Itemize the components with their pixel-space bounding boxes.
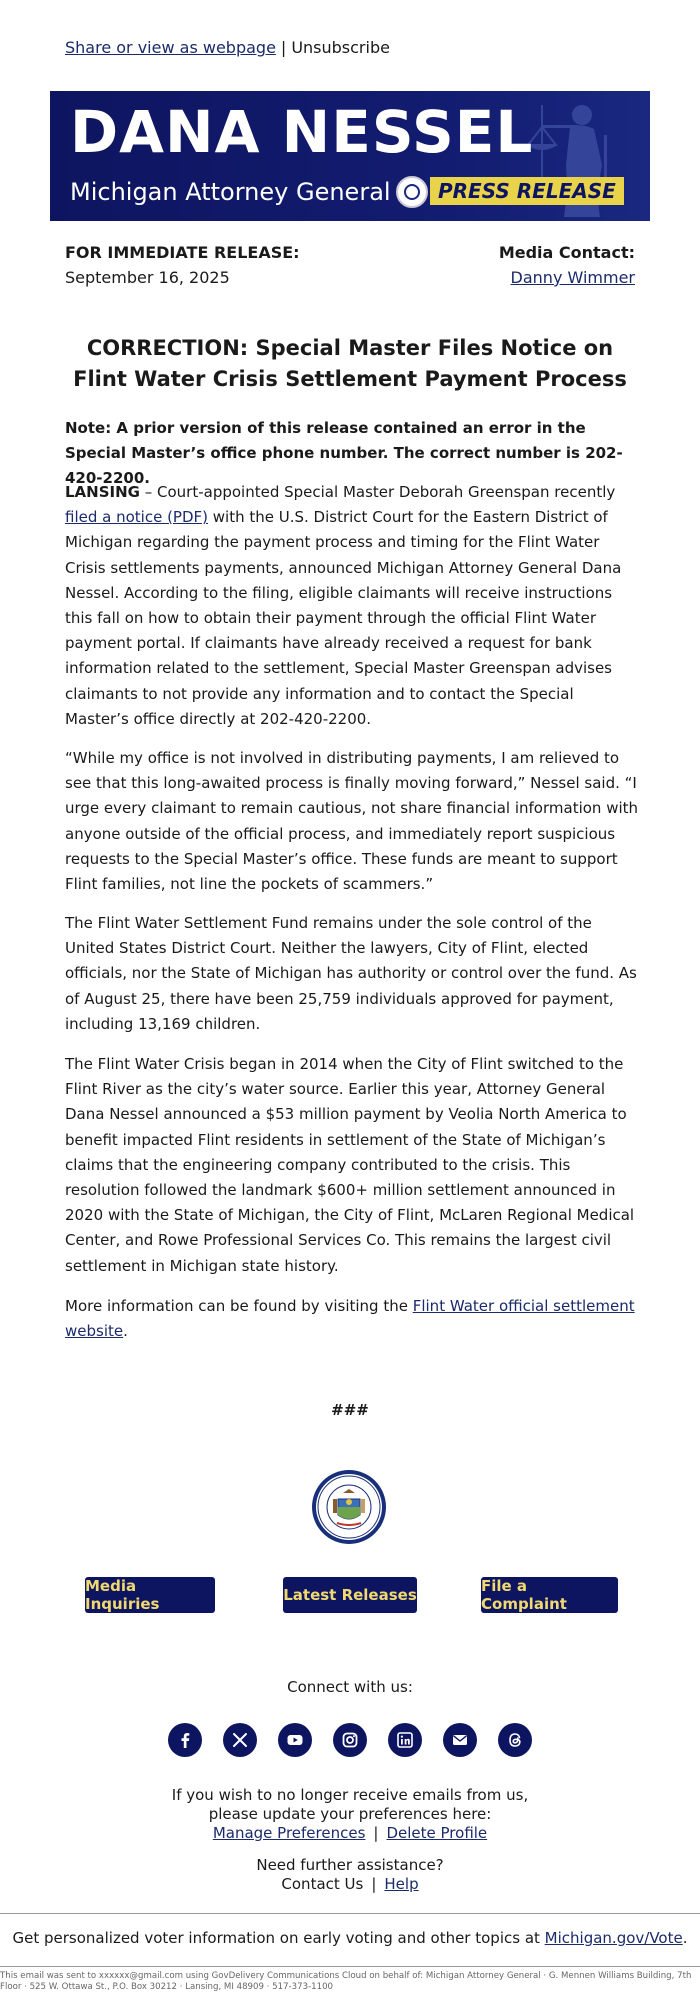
state-seal-icon: [311, 1469, 387, 1545]
body-paragraph-1: [65, 480, 640, 732]
assistance-block: [0, 1856, 700, 1894]
instagram-icon[interactable]: [333, 1723, 367, 1757]
prefs-line-2: please update your preferences here:: [208, 1805, 492, 1823]
body-text: .: [123, 1322, 128, 1341]
threads-icon[interactable]: [498, 1723, 532, 1757]
body-paragraph-4: The Flint Water Crisis began in 2014 when the City of Flint switched to the Flint River as the city’s water source. Earlier this year, Attorney General Dana Nessel announced a $53 million payment by Veolia North America to benefit impacted Flint residents in settlement of the State of Michigan’s claims that the engineering company contributed to the crisis. This resolution followed the landmark $600+ million settlement announced in 2020 with the State of Michigan, the City of Flint, McLaren Regional Medical Center, and Rowe Professional Services Co. This remains the largest civil settlement in Michigan state history.: [65, 1055, 635, 1275]
body-text: More information can be found by visiting the: [65, 1297, 413, 1315]
end-mark: ###: [331, 1401, 369, 1419]
facebook-icon[interactable]: [168, 1723, 202, 1757]
x-icon[interactable]: [223, 1723, 257, 1757]
michigan-vote-link[interactable]: Michigan.gov/Vote: [544, 1929, 683, 1947]
file-complaint-button[interactable]: File a Complaint: [481, 1577, 618, 1613]
correction-note: Note: A prior version of this release contained an error in the Special Master’s office phone number. The correct number is 202-420-2200.: [65, 419, 623, 487]
prefs-line-1: If you wish to no longer receive emails from us,: [171, 1786, 529, 1804]
help-link[interactable]: Help: [384, 1875, 419, 1893]
footer-divider: [0, 1966, 700, 1967]
press-release-badge: PRESS RELEASE: [430, 177, 624, 205]
body-paragraph-3: The Flint Water Settlement Fund remains under the sole control of the United States District Court. Neither the lawyers, City of Flint, elected officials, nor the State of Michigan has authority or control over the fund. As of August 25, there have been 25,759 individuals approved for payment, including 13,169 children.: [65, 914, 637, 1033]
top-links: [65, 38, 390, 57]
page-title: CORRECTION: Special Master Files Notice on Flint Water Crisis Settlement Payment Process: [73, 336, 627, 391]
voter-text: Get personalized voter information on early voting and other topics at: [12, 1929, 545, 1947]
header-banner: [50, 91, 650, 221]
connect-heading: Connect with us:: [287, 1678, 413, 1696]
body-text: with the U.S. District Court for the Eastern District of Michigan regarding the payment process and timing for the Flint Water Crisis settlements payments, announced Michigan Attorney General Dana Nessel. According to the filing, eligible claimants will receive instructions this fall on how to obtain their payment through the official Flint Water payment portal. If claimants have already received a request for bank information related to the settlement, Special Master Greenspan advises claimants to not provide any information and to contact the Special Master’s office directly at 202-420-2200.: [65, 508, 622, 728]
banner-name: DANA NESSEL: [70, 98, 534, 166]
dateline: LANSING: [65, 483, 140, 501]
body-paragraph-5: [65, 1294, 640, 1344]
share-link[interactable]: Share or view as webpage: [65, 38, 276, 57]
youtube-icon[interactable]: [278, 1723, 312, 1757]
settlement-website-link[interactable]: Flint Water official settlement website: [65, 1297, 635, 1341]
release-label: FOR IMMEDIATE RELEASE:: [65, 243, 300, 262]
media-contact: [499, 240, 635, 290]
delete-profile-link[interactable]: Delete Profile: [386, 1824, 488, 1842]
body-paragraph-2: “While my office is not involved in distributing payments, I am relieved to see that this long-awaited process is finally moving forward,” Nessel said. “I urge every claimant to remain cautious, not share financial information with anyone outside of the official process, and immediately report suspicious requests to the Special Master’s office. These funds are meant to support Flint families, not line the pockets of scammers.”: [65, 749, 639, 894]
voter-end: .: [682, 1929, 688, 1947]
contact-us-link[interactable]: Contact Us: [281, 1875, 364, 1893]
media-contact-link[interactable]: Danny Wimmer: [510, 268, 635, 287]
manage-preferences-link[interactable]: Manage Preferences: [212, 1824, 366, 1842]
media-inquiries-button[interactable]: Media Inquiries: [85, 1577, 215, 1613]
ag-seal-icon: [396, 176, 428, 208]
unsubscribe-link[interactable]: Unsubscribe: [291, 38, 390, 57]
release-info: [65, 240, 300, 290]
email-fineprint: This email was sent to xxxxxx@gmail.com using GovDelivery Communications Cloud on behalf of: Michigan Attorney General · G. Mennen Williams Building, 7th Floor · 525 W. Ottawa St., P.O. Box 30212 · Lansing, MI 48909 · 517-373-1100: [0, 1971, 692, 1992]
voter-info: [0, 1929, 700, 1947]
assist-separator: |: [371, 1875, 377, 1893]
release-date: September 16, 2025: [65, 268, 230, 287]
body-text: – Court-appointed Special Master Deborah Greenspan recently: [139, 483, 616, 501]
banner-subtitle: Michigan Attorney General: [70, 178, 391, 206]
media-contact-label: Media Contact:: [498, 243, 635, 262]
latest-releases-button[interactable]: Latest Releases: [283, 1577, 417, 1613]
assist-line: Need further assistance?: [256, 1856, 444, 1874]
email-icon[interactable]: [443, 1723, 477, 1757]
preferences-block: [0, 1786, 700, 1843]
linkedin-icon[interactable]: [388, 1723, 422, 1757]
footer-divider: [0, 1913, 700, 1914]
filed-notice-link[interactable]: filed a notice (PDF): [65, 508, 208, 527]
top-separator: |: [280, 38, 287, 57]
prefs-separator: |: [373, 1824, 379, 1842]
